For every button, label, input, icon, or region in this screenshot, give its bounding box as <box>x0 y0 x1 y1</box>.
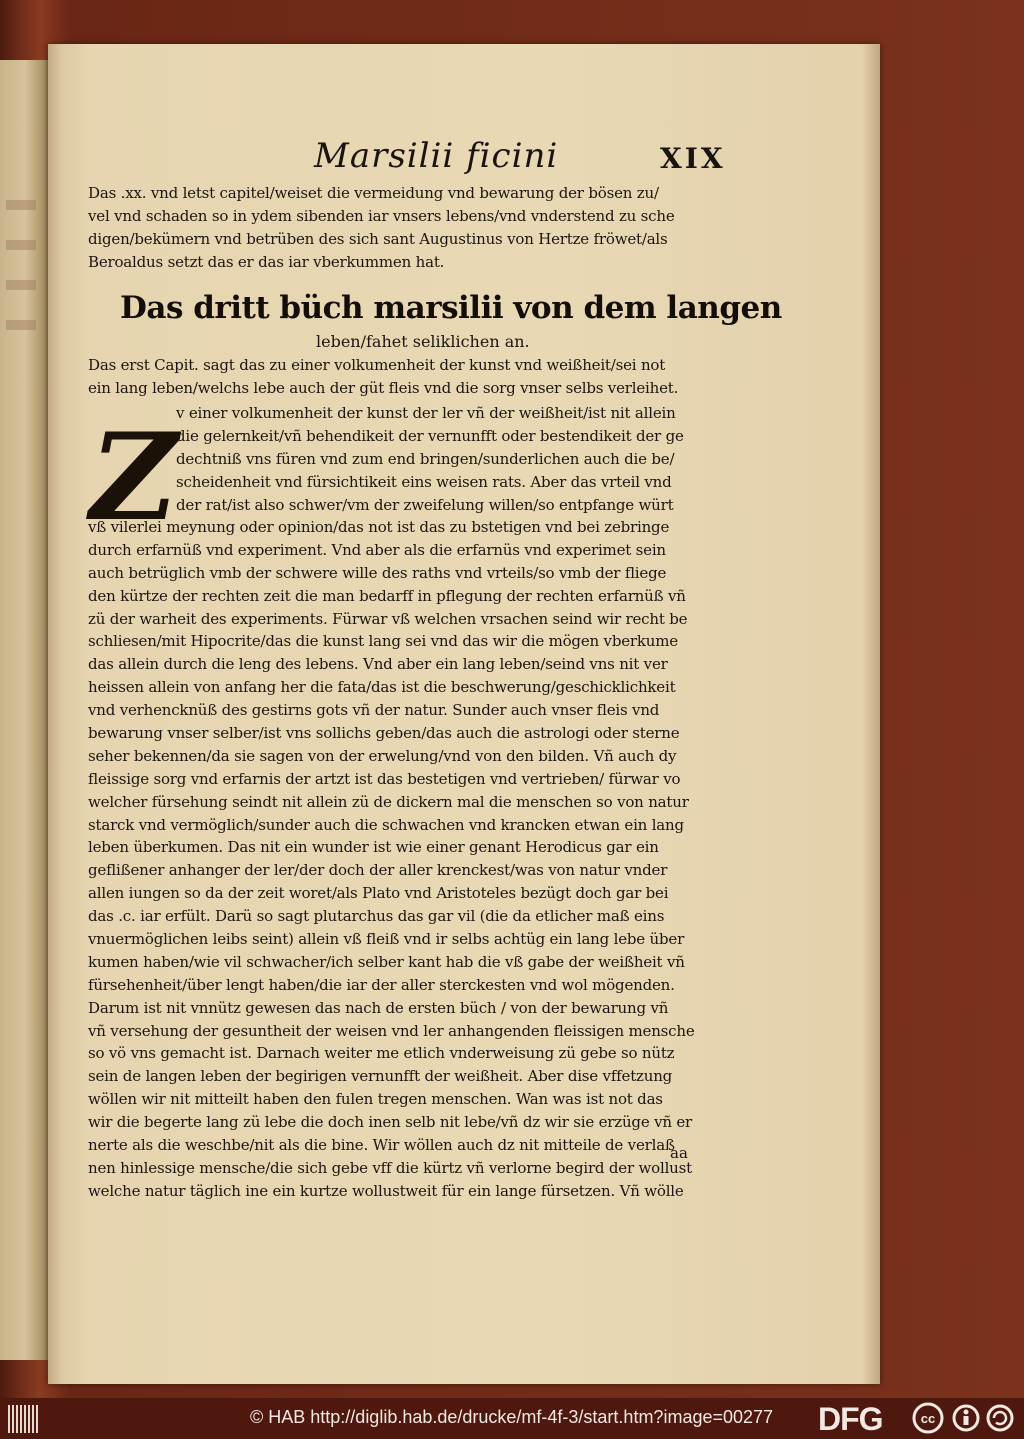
dfg-logo[interactable]: DFG <box>818 1401 883 1437</box>
text-line: das allein durch die leng des lebens. Vnd aber ein lang leben/seind vns nit ver <box>88 655 668 674</box>
text-line: durch erfarnüß vnd experiment. Vnd aber als die erfarnüs vnd experimet sein <box>88 540 666 559</box>
text-line: kumen haben/wie vil schwacher/ich selber kant hab die vß gabe der weißheit vñ <box>88 952 685 971</box>
text-line: der rat/ist also schwer/vm der zweifelung willen/so entpfange würt <box>176 495 674 514</box>
left-page-mark <box>6 240 36 250</box>
text-line: seher bekennen/da sie sagen von der erwelung/vnd von den bilden. Vñ auch dy <box>88 746 677 765</box>
text-line: nerte als die weschbe/nit als die bine. Wir wöllen auch dz nit mitteile de verlaß <box>88 1136 675 1155</box>
text-line: das .c. iar erfült. Darü so sagt plutarchus das gar vil (die da etlicher maß eins <box>88 907 665 926</box>
signature-mark: aa <box>670 1144 688 1162</box>
left-page-edge <box>0 60 52 1360</box>
text-line: vñ versehung der gesuntheit der weisen vnd ler anhangenden fleissigen mensche <box>88 1021 695 1040</box>
text-line: wir die begerte lang zü lebe die doch inen selb nit lebe/vñ dz wir sie erzüge vñ er <box>88 1113 693 1132</box>
body-text <box>88 516 738 1203</box>
text-line: fleissige sorg vnd erfarnis der artzt ist das bestetigen vnd vertrieben/ fürwar vo <box>88 769 681 788</box>
text-line: vnd verhencknüß des gestirns gots vñ der natur. Sunder auch vnser fleis vnd <box>88 701 660 720</box>
text-line: die gelernkeit/vñ behendikeit der vernunfft oder bestendikeit der ge <box>176 426 684 445</box>
text-line: den kürtze der rechten zeit die man bedarff in pflegung der rechten erfarnüß vñ <box>88 586 686 605</box>
copyright-link[interactable]: © HAB http://diglib.hab.de/drucke/mf-4f-3/start.htm?image=00277 <box>250 1407 774 1427</box>
text-line: allen iungen so da der zeit woret/als Plato vnd Aristoteles bezügt doch gar bei <box>88 884 669 903</box>
text-line: zü der warheit des experiments. Fürwar vß welchen vrsachen seind wir recht be <box>88 609 688 628</box>
cc-by-sa-icon[interactable] <box>912 1402 1020 1434</box>
text-line: ein lang leben/welchs lebe auch der güt fleis vnd die sorg vnser selbs verleihet. <box>88 378 679 397</box>
text-line: auch betrüglich vmb der schwere wille des raths vnd vrteils/so vmb der fliege <box>88 563 667 582</box>
text-line: heissen allein von anfang her die fata/das ist die beschwerung/geschicklichkeit <box>88 678 676 697</box>
text-line: vnuermöglichen leibs seint) allein vß fleiß vnd ir selbs achtüg ein lang lebe über <box>88 930 685 949</box>
text-line: Darum ist nit vnnütz gewesen das nach de ersten büch / von der bewarung vñ <box>88 998 669 1017</box>
text-line: Das erst Capit. sagt das zu einer volkumenheit der kunst vnd weißheit/sei not <box>88 356 666 374</box>
text-line: Das .xx. vnd letst capitel/weiset die vermeidung vnd bewarung der bösen zu/ <box>88 184 659 202</box>
text-line: nen hinlessige mensche/die sich gebe vff die kürtz vñ verlorne begird der wollust <box>88 1158 692 1177</box>
intro-paragraph <box>88 182 738 274</box>
body-first-lines <box>176 402 736 516</box>
text-line: vß vilerlei meynung oder opinion/das not ist das zu bstetigen vnd bei zebringe <box>88 518 670 536</box>
text-line: welcher fürsehung seindt nit allein zü de dickern mal die menschen so von natur <box>88 792 689 811</box>
chapter-summary <box>88 354 738 400</box>
folio-number: XIX <box>660 142 726 175</box>
text-line: schliesen/mit Hipocrite/das die kunst lang sei vnd das wir die mögen vberkume <box>88 632 678 651</box>
sa-icon <box>988 1406 1012 1430</box>
text-line: starck vnd vermöglich/sunder auch die schwachen vnd krancken etwan ein lang <box>88 815 684 834</box>
text-line: Beroaldus setzt das er das iar vberkummen hat. <box>88 252 445 271</box>
svg-text:cc: cc <box>920 1411 936 1426</box>
viewer-footer <box>0 1398 1024 1439</box>
text-line: v einer volkumenheit der kunst der ler vñ der weißheit/ist nit allein <box>176 404 676 422</box>
left-page-mark <box>6 280 36 290</box>
text-line: so vö vns gemacht ist. Darnach weiter me etlich vnderweisung zü gebe so nütz <box>88 1044 675 1063</box>
text-line: sein de langen leben der begirigen vernunfft der weißheit. Aber dise vffetzung <box>88 1067 673 1086</box>
text-line: fürsehenheit/über lengt haben/die iar der aller sterckesten vnd wol mögenden. <box>88 975 675 994</box>
book-subtitle: leben/fahet seliklichen an. <box>316 332 530 351</box>
text-line: vel vnd schaden so in ydem sibenden iar vnsers lebens/vnd vnderstend zu sche <box>88 206 675 225</box>
text-line: leben überkumen. Das nit ein wunder ist wie einer genant Herodicus gar ein <box>88 838 659 857</box>
text-line: dechtniß vns füren vnd zum end bringen/sunderlichen auch die be/ <box>176 449 675 468</box>
decorated-initial: Z <box>90 407 178 548</box>
book-title: Das dritt büch marsilii von dem langen <box>120 290 782 326</box>
barcode-icon <box>8 1405 38 1433</box>
text-line: welche natur täglich ine ein kurtze wollustweit für ein lange fürsetzen. Vñ wölle <box>88 1181 684 1200</box>
text-line: scheidenheit vnd fürsichtikeit eins weisen rats. Aber das vrteil vnd <box>176 472 672 491</box>
text-line: geflißener anhanger der ler/der doch der aller krenckest/was von natur vnder <box>88 861 668 880</box>
right-page <box>48 44 880 1384</box>
text-line: digen/bekümern vnd betrüben des sich sant Augustinus von Hertze fröwet/als <box>88 229 668 248</box>
left-page-mark <box>6 320 36 330</box>
text-line: bewarung vnser selber/ist vns sollichs geben/das auch die astrologi oder sterne <box>88 724 680 743</box>
running-head: Marsilii ficini <box>314 136 559 176</box>
text-line: wöllen wir nit mitteilt haben den fulen tregen menschen. Wan was ist not das <box>88 1090 663 1109</box>
left-page-mark <box>6 200 36 210</box>
